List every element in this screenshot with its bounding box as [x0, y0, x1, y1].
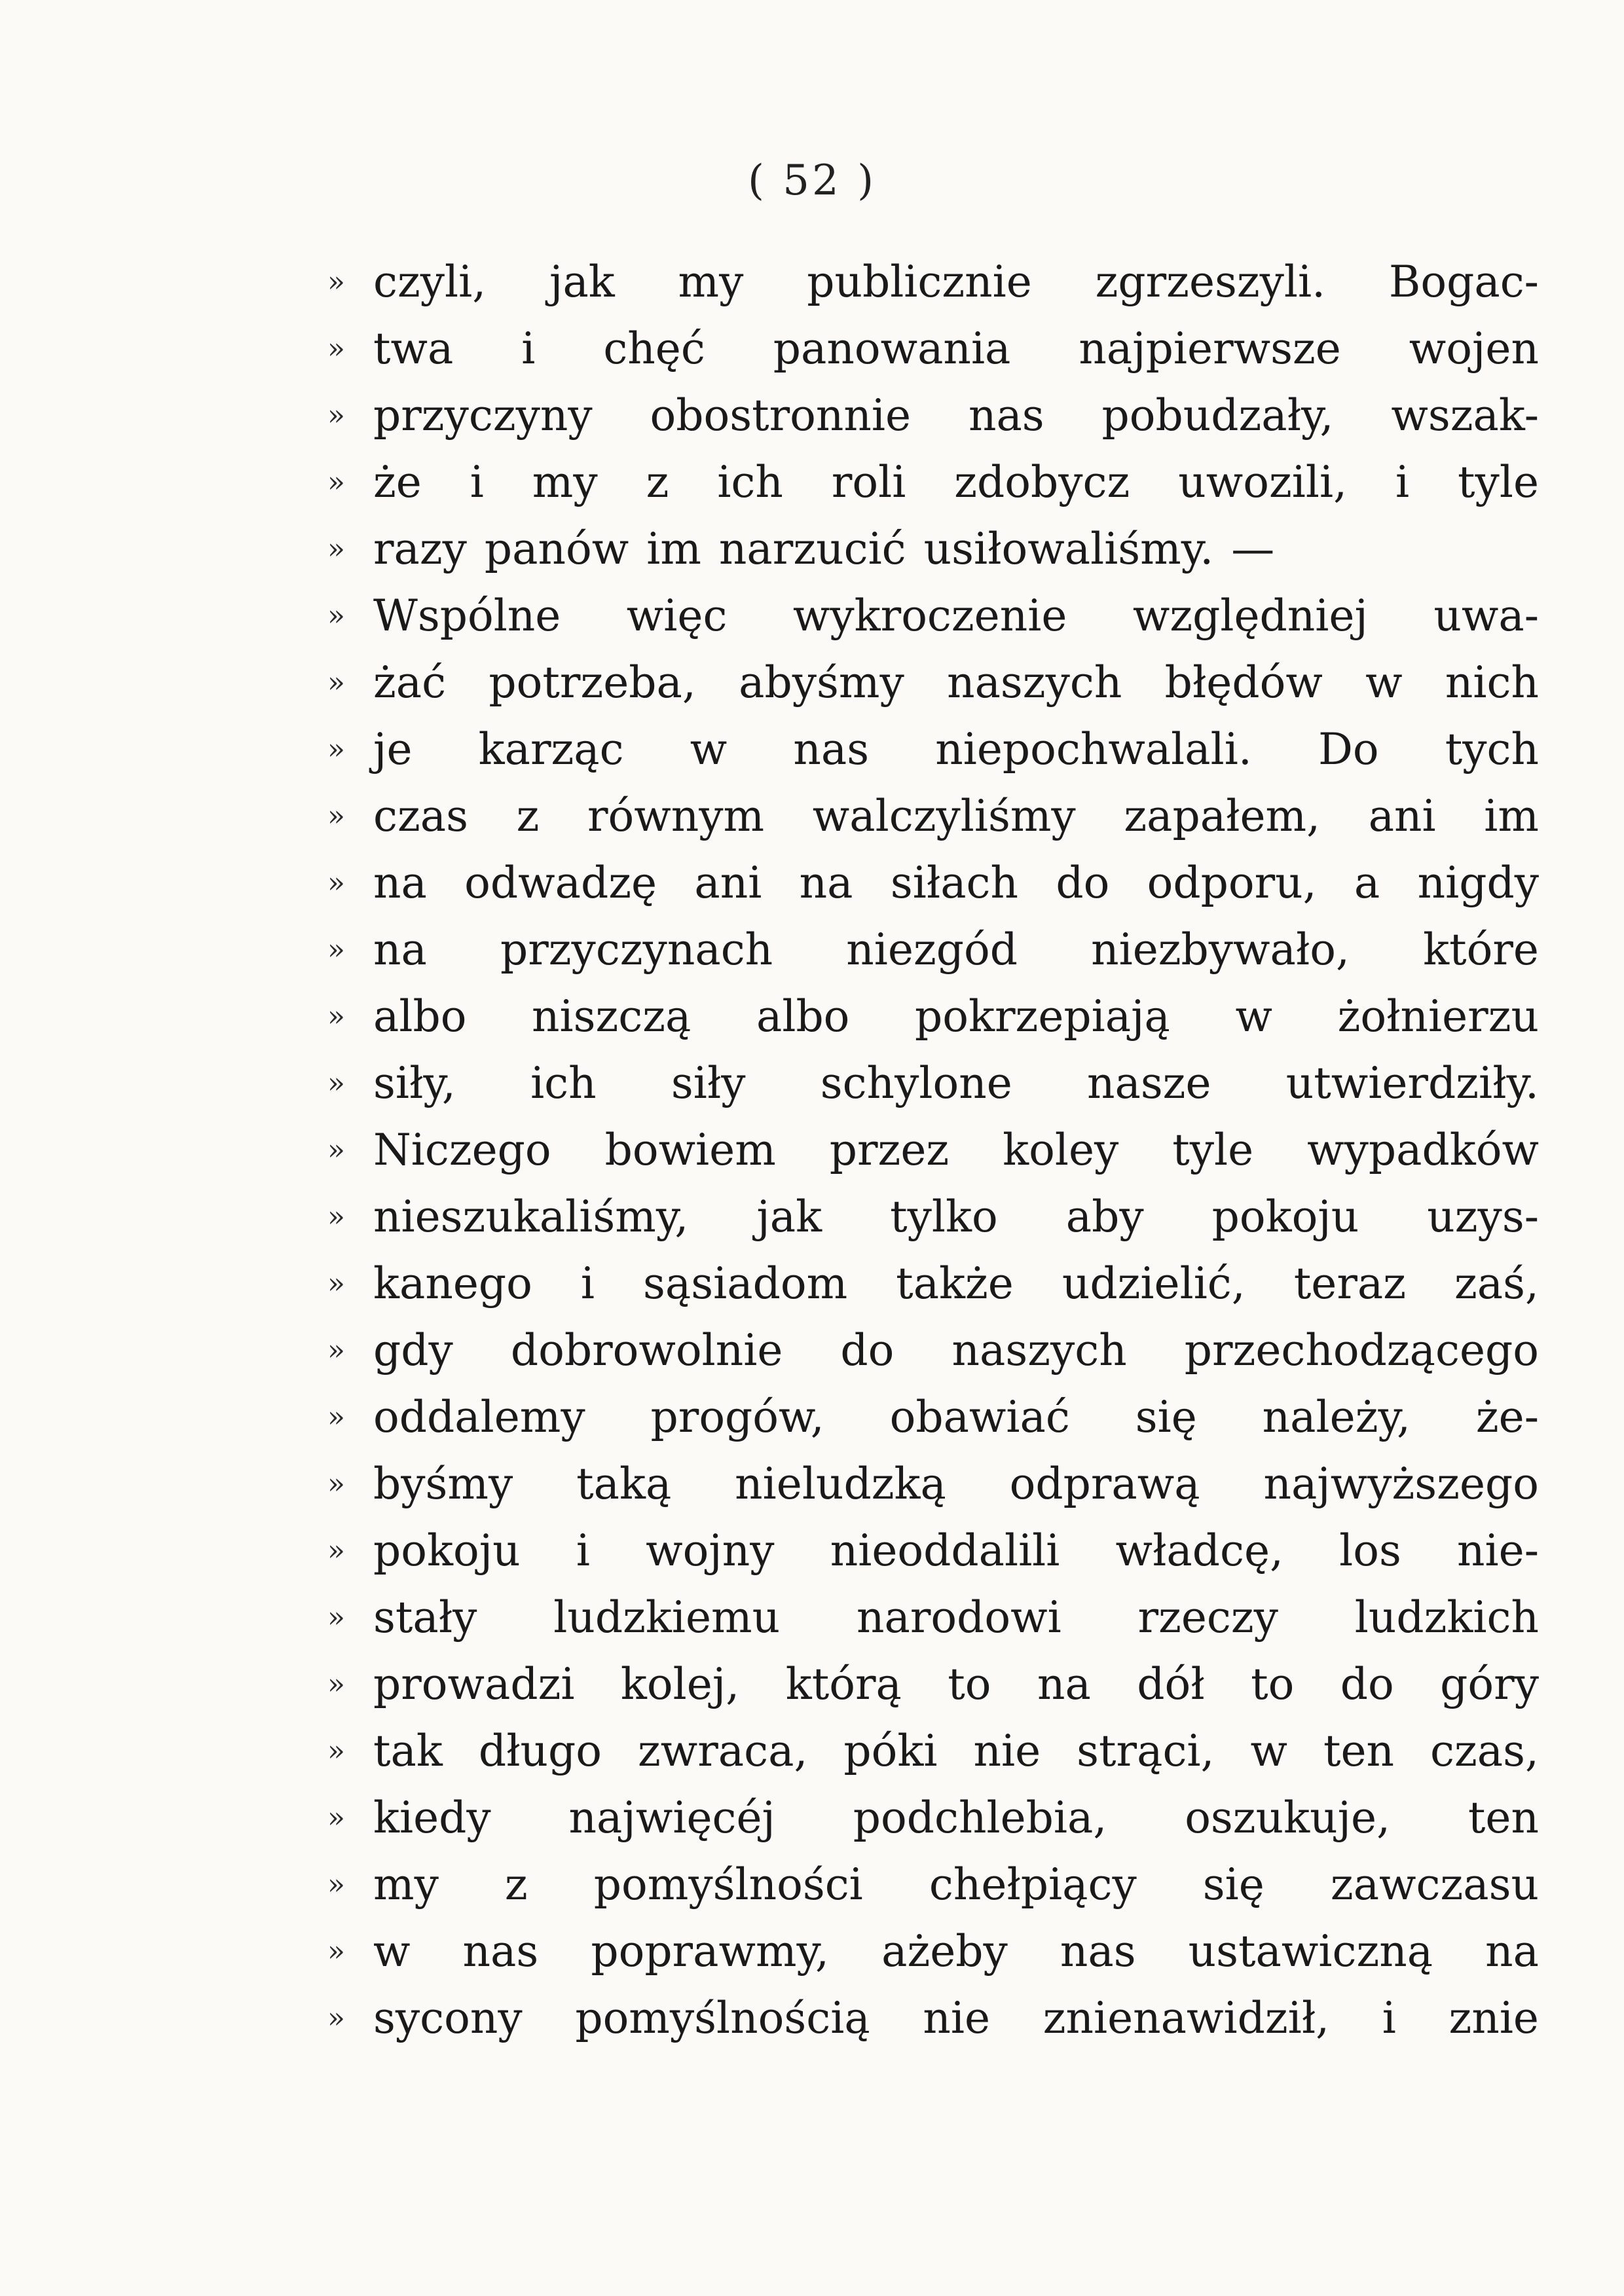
quote-mark: » — [327, 1000, 345, 1033]
quote-mark: » — [327, 2001, 345, 2035]
text-line — [327, 1184, 1539, 1250]
text-line — [327, 1718, 1539, 1785]
line-text: pokoju i wojny nieoddalili władcę, los nie- — [373, 1525, 1539, 1576]
line-text: razy panów im narzucić usiłowaliśmy. — — [373, 524, 1275, 574]
quote-mark: » — [327, 1534, 345, 1567]
line-text: oddalemy progów, obawiać się należy, że- — [373, 1392, 1539, 1442]
quote-mark: » — [327, 1400, 345, 1434]
line-text: albo niszczą albo pokrzepiają w żołnierzu — [373, 991, 1539, 1042]
quote-mark: » — [327, 799, 345, 833]
quote-mark: » — [327, 666, 345, 699]
quote-mark: » — [327, 866, 345, 900]
text-line — [327, 516, 1539, 583]
text-line — [327, 316, 1539, 382]
quote-mark: » — [327, 599, 345, 632]
page-number: ( 52 ) — [747, 156, 877, 205]
quote-mark: » — [327, 1334, 345, 1367]
text-line — [327, 1584, 1539, 1651]
line-text: w nas poprawmy, ażeby nas ustawiczną na — [373, 1926, 1539, 1977]
line-text: tak długo zwraca, póki nie strąci, w ten czas, — [373, 1726, 1539, 1776]
text-line — [327, 1317, 1539, 1384]
text-line — [327, 983, 1539, 1050]
text-line — [327, 449, 1539, 516]
quote-mark: » — [327, 933, 345, 966]
text-line — [327, 1651, 1539, 1718]
line-text: czas z równym walczyliśmy zapałem, ani im — [373, 791, 1539, 841]
line-text: czyli, jak my publicznie zgrzeszyli. Bogac- — [373, 257, 1539, 307]
line-text: sycony pomyślnością nie znienawidził, i znie — [373, 1993, 1539, 2043]
line-text: Niczego bowiem przez koley tyle wypadków — [373, 1125, 1539, 1175]
text-line — [327, 783, 1539, 850]
quote-mark: » — [327, 733, 345, 766]
text-block — [327, 249, 1539, 2052]
quote-mark: » — [327, 1200, 345, 1233]
quote-mark: » — [327, 465, 345, 499]
text-line — [327, 382, 1539, 449]
quote-mark: » — [327, 1868, 345, 1901]
line-text: na odwadzę ani na siłach do odporu, a nigdy — [373, 858, 1539, 908]
text-line — [327, 649, 1539, 716]
quote-mark: » — [327, 1601, 345, 1634]
text-line — [327, 1050, 1539, 1117]
line-text: na przyczynach niezgód niezbywało, które — [373, 924, 1539, 975]
quote-mark: » — [327, 1267, 345, 1300]
text-line — [327, 1384, 1539, 1451]
text-line — [327, 1851, 1539, 1918]
line-text: my z pomyślności chełpiący się zawczasu — [373, 1859, 1539, 1910]
line-text: kiedy najwięcéj podchlebia, oszukuje, ten — [373, 1793, 1539, 1843]
line-text: prowadzi kolej, którą to na dół to do góry — [373, 1659, 1539, 1709]
text-line — [327, 1918, 1539, 1985]
quote-mark: » — [327, 1935, 345, 1968]
text-line — [327, 583, 1539, 649]
text-line — [327, 1117, 1539, 1184]
quote-mark: » — [327, 1667, 345, 1701]
text-line — [327, 1985, 1539, 2052]
quote-mark: » — [327, 532, 345, 566]
text-line — [327, 917, 1539, 983]
line-text: siły, ich siły schylone nasze utwierdziły. — [373, 1058, 1539, 1108]
text-line — [327, 1250, 1539, 1317]
line-text: że i my z ich roli zdobycz uwozili, i tyle — [373, 457, 1539, 507]
line-text: przyczyny obostronnie nas pobudzały, wszak- — [373, 390, 1539, 441]
line-text: stały ludzkiemu narodowi rzeczy ludzkich — [373, 1592, 1539, 1643]
quote-mark: » — [327, 1133, 345, 1167]
quote-mark: » — [327, 1467, 345, 1501]
quote-mark: » — [327, 1066, 345, 1100]
line-text: żać potrzeba, abyśmy naszych błędów w nich — [373, 657, 1539, 708]
line-text: gdy dobrowolnie do naszych przechodzącego — [373, 1325, 1539, 1376]
line-text: nieszukaliśmy, jak tylko aby pokoju uzys- — [373, 1192, 1539, 1242]
text-line — [327, 716, 1539, 783]
line-text: twa i chęć panowania najpierwsze wojen — [373, 323, 1539, 374]
line-text: je karząc w nas niepochwalali. Do tych — [373, 724, 1539, 774]
text-line — [327, 249, 1539, 316]
line-text: Wspólne więc wykroczenie względniej uwa- — [373, 591, 1539, 641]
text-line — [327, 850, 1539, 917]
line-text: byśmy taką nieludzką odprawą najwyższego — [373, 1459, 1539, 1509]
quote-mark: » — [327, 265, 345, 299]
text-line — [327, 1451, 1539, 1518]
quote-mark: » — [327, 332, 345, 365]
line-text: kanego i sąsiadom także udzielić, teraz zaś, — [373, 1258, 1539, 1309]
quote-mark: » — [327, 1801, 345, 1834]
text-line — [327, 1785, 1539, 1851]
quote-mark: » — [327, 1734, 345, 1768]
text-line — [327, 1518, 1539, 1584]
quote-mark: » — [327, 399, 345, 432]
